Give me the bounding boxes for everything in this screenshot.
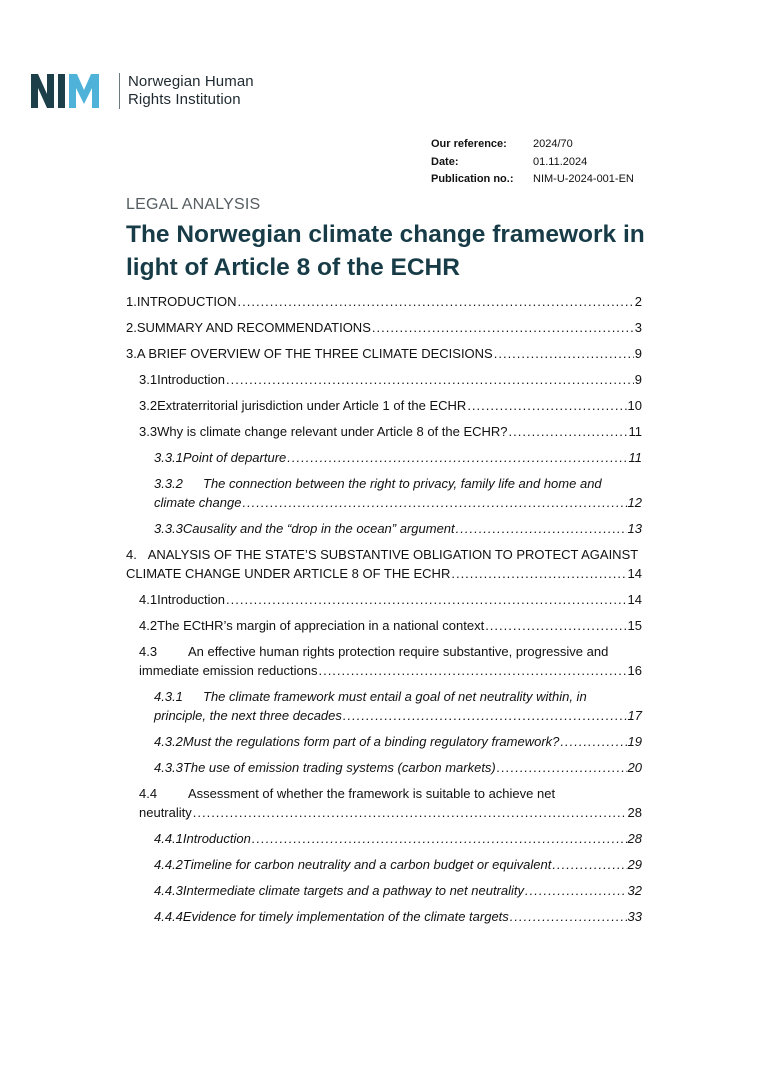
- meta-publication-no: [431, 171, 634, 189]
- toc-title-continued: principle, the next three decades: [154, 708, 342, 723]
- toc-number: 3.1: [139, 372, 158, 387]
- toc-title: Intermediate climate targets and a pathway to net neutrality: [182, 883, 525, 898]
- toc-title: Introduction: [157, 372, 226, 387]
- toc-page: 11: [628, 424, 642, 439]
- document-type: LEGAL ANALYSIS: [126, 196, 261, 213]
- toc-title: Assessment of whether the framework is suitable to achieve net: [188, 786, 556, 801]
- document-metadata: [431, 136, 634, 189]
- toc-number: 3.3.3: [154, 521, 183, 536]
- toc-entry[interactable]: [139, 424, 642, 439]
- toc-leader: [497, 760, 627, 775]
- toc-number: 4.3.3: [154, 760, 183, 775]
- meta-value: 2024/70: [533, 138, 573, 150]
- toc-entry[interactable]: [139, 786, 642, 820]
- toc-title-continued: climate change: [154, 495, 242, 510]
- toc-entry[interactable]: [139, 372, 642, 387]
- toc-page: 19: [627, 734, 642, 749]
- toc-title: Causality and the “drop in the ocean” argument: [182, 521, 455, 536]
- toc-page: 13: [627, 521, 642, 536]
- toc-title: The use of emission trading systems (carbon markets): [182, 760, 496, 775]
- toc-leader: [226, 372, 634, 387]
- toc-entry[interactable]: [154, 689, 642, 723]
- toc-entry[interactable]: [154, 760, 642, 775]
- toc-title: ANALYSIS OF THE STATE’S SUBSTANTIVE OBLIGATION TO PROTECT AGAINST: [147, 547, 639, 562]
- toc-number: 1.: [126, 294, 137, 309]
- toc-entry[interactable]: [154, 831, 642, 846]
- toc-leader: [510, 909, 627, 924]
- logo-line-1: Norwegian Human: [128, 73, 254, 90]
- toc-number: 3.: [126, 346, 137, 361]
- document-title: The Norwegian climate change framework in light of Article 8 of the ECHR: [126, 221, 645, 281]
- toc-page: 28: [627, 831, 642, 846]
- table-of-contents: [126, 294, 642, 924]
- toc-page: 11: [628, 450, 642, 465]
- toc-entry[interactable]: [139, 592, 642, 607]
- logo-wordmark: [128, 73, 254, 109]
- toc-page: 17: [627, 708, 642, 723]
- toc-page: 9: [634, 346, 642, 361]
- toc-leader: [238, 294, 634, 309]
- toc-number: 3.3.1: [154, 450, 183, 465]
- toc-title: Introduction: [157, 592, 226, 607]
- meta-value: 01.11.2024: [533, 155, 588, 168]
- toc-leader: [451, 566, 626, 581]
- logo-divider: [119, 73, 120, 109]
- toc-number: 4.4: [139, 786, 158, 801]
- toc-title-continued: immediate emission reductions: [139, 663, 318, 678]
- toc-leader: [252, 831, 627, 846]
- toc-number: 4.4.1: [154, 831, 183, 846]
- toc-entry[interactable]: [154, 450, 642, 465]
- meta-date: [431, 154, 634, 172]
- toc-page: 33: [627, 909, 642, 924]
- toc-entry[interactable]: [126, 547, 642, 581]
- toc-number: 3.3: [139, 424, 158, 439]
- toc-title: SUMMARY AND RECOMMENDATIONS: [136, 320, 371, 335]
- toc-title: The climate framework must entail a goal of net neutrality within, in: [203, 689, 587, 704]
- toc-number: 4.3.2: [154, 734, 183, 749]
- toc-page: 12: [627, 495, 642, 510]
- toc-title: The ECtHR’s margin of appreciation in a national context: [157, 618, 485, 633]
- toc-title: Must the regulations form part of a binding regulatory framework?: [182, 734, 560, 749]
- toc-entry[interactable]: [154, 476, 642, 510]
- toc-title-continued: CLIMATE CHANGE UNDER ARTICLE 8 OF THE ECHR: [126, 566, 451, 581]
- meta-label: Date:: [431, 155, 459, 168]
- toc-leader: [242, 495, 626, 510]
- meta-label: Our reference:: [431, 138, 507, 150]
- toc-number: 4.4.2: [154, 857, 183, 872]
- toc-leader: [525, 883, 627, 898]
- toc-page: 10: [627, 398, 642, 413]
- toc-title: Extraterritorial jurisdiction under Article 1 of the ECHR: [157, 398, 467, 413]
- toc-number: 3.3.2: [154, 476, 183, 491]
- toc-leader: [287, 450, 627, 465]
- toc-entry[interactable]: [154, 857, 642, 872]
- toc-title: A BRIEF OVERVIEW OF THE THREE CLIMATE DECISIONS: [136, 346, 493, 361]
- toc-title: The connection between the right to privacy, family life and home and: [203, 476, 602, 491]
- logo-line-2: Rights Institution: [128, 91, 241, 108]
- toc-title: Point of departure: [182, 450, 287, 465]
- toc-title: INTRODUCTION: [136, 294, 237, 309]
- toc-page: 32: [627, 883, 642, 898]
- toc-page: 15: [627, 618, 642, 633]
- meta-reference: [431, 136, 634, 154]
- meta-label: Publication no.:: [431, 173, 514, 185]
- toc-title-continued: neutrality: [139, 805, 192, 820]
- toc-leader: [467, 398, 626, 413]
- toc-entry[interactable]: [139, 644, 642, 678]
- toc-entry[interactable]: [154, 909, 642, 924]
- toc-leader: [318, 663, 626, 678]
- toc-page: 29: [627, 857, 642, 872]
- toc-entry[interactable]: [126, 346, 642, 361]
- toc-page: 9: [634, 372, 642, 387]
- toc-number: 4.4.4: [154, 909, 183, 924]
- toc-page: 14: [627, 566, 642, 581]
- toc-page: 16: [627, 663, 642, 678]
- toc-number: 2.: [126, 320, 137, 335]
- toc-entry[interactable]: [154, 883, 642, 898]
- toc-number: 4.1: [139, 592, 158, 607]
- toc-number: 4.3.1: [154, 689, 183, 704]
- toc-leader: [226, 592, 627, 607]
- toc-page: 20: [627, 760, 642, 775]
- toc-page: 2: [634, 294, 642, 309]
- toc-leader: [560, 734, 626, 749]
- toc-page: 3: [634, 320, 642, 335]
- toc-entry[interactable]: [154, 734, 642, 749]
- toc-leader: [372, 320, 634, 335]
- toc-leader: [494, 346, 634, 361]
- toc-number: 3.2: [139, 398, 158, 413]
- toc-page: 14: [627, 592, 642, 607]
- toc-entry[interactable]: [139, 398, 642, 413]
- toc-entry[interactable]: [139, 618, 642, 633]
- toc-leader: [456, 521, 627, 536]
- toc-number: 4.: [126, 547, 137, 562]
- toc-entry[interactable]: [154, 521, 642, 536]
- toc-number: 4.3: [139, 644, 158, 659]
- toc-entry[interactable]: [126, 294, 642, 309]
- nim-logo: [31, 71, 254, 111]
- toc-leader: [193, 805, 627, 820]
- toc-title: Evidence for timely implementation of the climate targets: [182, 909, 509, 924]
- toc-title: Introduction: [182, 831, 251, 846]
- meta-value: NIM-U-2024-001-EN: [533, 173, 634, 185]
- toc-leader: [509, 424, 628, 439]
- nim-logo-mark: [31, 74, 109, 108]
- toc-title: An effective human rights protection require substantive, progressive and: [188, 644, 609, 659]
- toc-leader: [485, 618, 626, 633]
- toc-entry[interactable]: [126, 320, 642, 335]
- toc-number: 4.2: [139, 618, 158, 633]
- toc-title: Timeline for carbon neutrality and a carbon budget or equivalent: [182, 857, 552, 872]
- toc-leader: [552, 857, 626, 872]
- toc-page: 28: [627, 805, 642, 820]
- toc-number: 4.4.3: [154, 883, 183, 898]
- toc-title: Why is climate change relevant under Article 8 of the ECHR?: [157, 424, 508, 439]
- toc-leader: [343, 708, 627, 723]
